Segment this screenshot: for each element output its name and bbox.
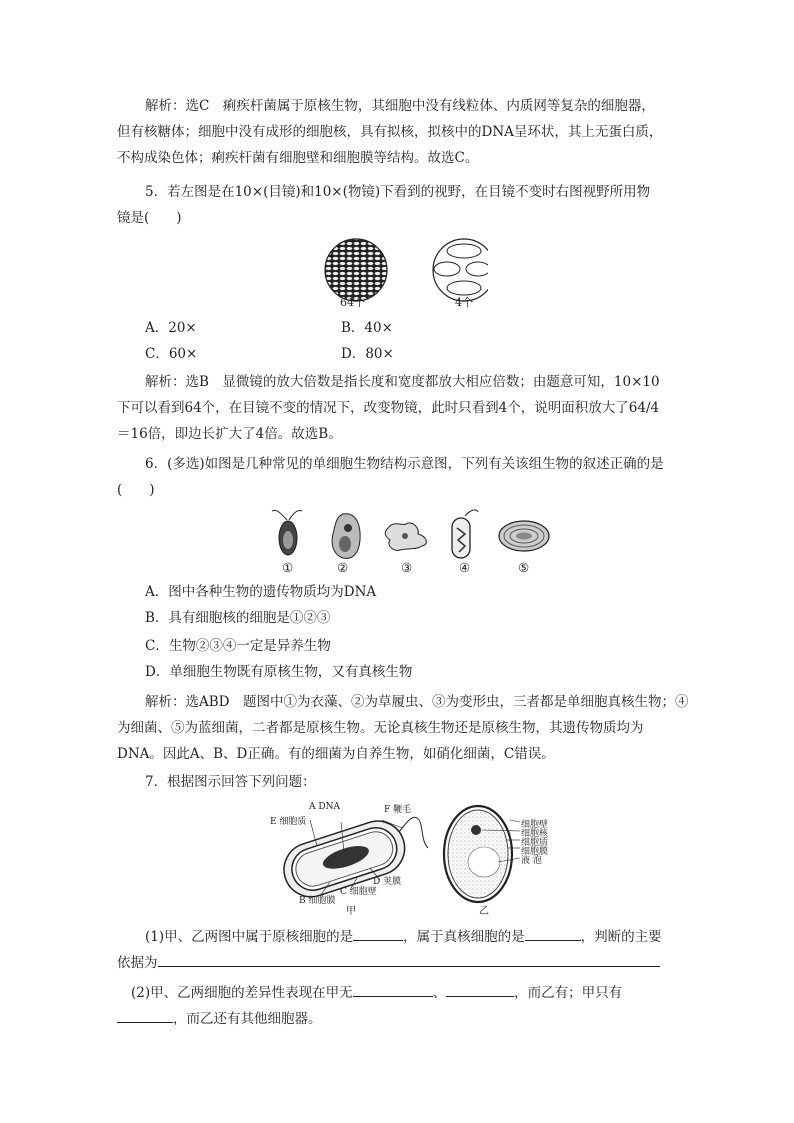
q7-part1-line2 [117,952,660,973]
q6-explanation-line2: 为细菌、⑤为蓝细菌，二者都是原核生物。无论真核生物还是原核生物，其遗传物质均为 [117,720,644,736]
q6-option-b: B．具有细胞核的细胞是①②③ [145,610,331,626]
q6-option-a: A．图中各种生物的遗传物质均为DNA [145,584,377,600]
bacterium-drawing [452,510,478,558]
q7-part1-text-a: (1)甲、乙两图中属于原核细胞的是 [145,929,354,945]
label-nucleus: 细胞核 [521,829,549,839]
q5-option-d: D．80× [341,346,394,362]
field-right-label: 4个 [455,296,473,309]
paramecium-drawing [332,514,360,559]
q6-stem-line1: 6．(多选)如图是几种常见的单细胞生物结构示意图，下列有关该组生物的叙述正确的是 [145,456,664,472]
amoeba-drawing [385,523,426,550]
label-cytoplasm: 细胞质 [521,838,549,848]
label-cell-membrane: 细胞膜 [521,847,549,857]
label-cell-wall: 细胞壁 [521,820,549,830]
lacks-answer-blank-2[interactable] [446,982,514,997]
q6-stem-line2: ( ) [117,482,155,498]
field-64-cells [325,239,387,301]
q6-option-d: D．单细胞生物既有原核生物，又有真核生物 [145,664,413,680]
figure-yi-caption: 乙 [479,906,489,917]
q7-part2-text-c: ，而乙有；甲只有 [514,985,623,1001]
chlamydomonas-drawing [272,510,302,555]
q7-part2-text-a: (2)甲、乙两细胞的差异性表现在甲无 [131,985,353,1001]
only-has-answer-blank[interactable] [117,1008,173,1023]
q6-figure [268,506,558,568]
plant-nucleus [471,825,481,835]
label-d-capsule: D 荚膜 [373,877,402,887]
organism-label-2: ② [337,560,349,575]
plant-vacuole [468,847,500,877]
q7-part1-line1 [145,926,662,947]
q7-part2-text-d: ，而乙还有其他细胞器。 [173,1011,322,1027]
label-a-dna: A DNA [309,802,340,812]
q5-explanation-line3: ＝16倍，即边长扩大了4倍。故选B。 [117,426,342,442]
field-left-label: 64个 [340,296,365,309]
q7-part2-text-b: 、 [432,985,447,1001]
label-c-cell-wall: C 细胞壁 [340,887,377,897]
label-f-flagellum: F 鞭毛 [384,805,412,815]
q5-explanation-line1: 解析：选B 显微镜的放大倍数是指长度和宽度都放大相应倍数；由题意可知，10×10 [145,374,660,390]
basis-answer-blank[interactable] [158,952,660,967]
organism-label-3: ③ [401,560,413,575]
q7-part1-text-b: ，属于真核细胞的是 [403,929,525,945]
prokaryote-answer-blank[interactable] [353,926,403,941]
q6-explanation-line1: 解析：选ABD 题图中①为衣藻、②为草履虫、③为变形虫，三者都是单细胞真核生物；④ [145,694,689,710]
eukaryote-cell-svg [440,800,520,908]
q5-option-a: A．20× [145,320,197,336]
organism-label-1: ① [282,560,294,575]
cyanobacterium-drawing [499,521,549,551]
q7-stem: 7．根据图示回答下列问题： [145,774,316,790]
q7-part2-line2 [117,1008,322,1029]
q7-part2-line1 [131,982,622,1003]
q7-figure-yi [440,800,520,912]
label-e-cytoplasm: E 细胞质 [270,817,307,827]
q4-explanation-line3: 不构成染色体；痢疾杆菌有细胞壁和细胞膜等结构。故选C。 [117,150,479,166]
q5-option-c: C．60× [145,346,198,362]
unicellular-organisms-svg [268,506,558,564]
q7-part1-text-d: 依据为 [117,955,158,971]
q5-option-b: B．40× [341,320,393,336]
q5-explanation-line2: 下可以看到64个，在目镜不变的情况下，改变物镜，此时只看到4个，说明面积放大了64/4 [117,400,660,416]
q6-explanation-line3: DNA。因此A、B、D正确。有的细菌为自养生物，如硝化细菌，C错误。 [117,746,555,762]
organism-label-5: ⑤ [518,560,530,575]
q5-stem-line1: 5．若左图是在10×(目镜)和10×(物镜)下看到的视野，在目镜不变时右图视野所用物 [145,184,651,200]
q6-option-c: C．生物②③④一定是异养生物 [145,638,331,654]
q7-part1-text-c: ，判断的主要 [580,929,662,945]
lacks-answer-blank-1[interactable] [353,982,433,997]
q5-stem-line2: 镜是( ) [117,210,182,226]
eukaryote-answer-blank[interactable] [525,926,581,941]
organism-label-4: ④ [459,560,471,575]
figure-jia-caption: 甲 [346,906,356,917]
label-vacuole: 液 泡 [521,856,542,866]
label-b-cell-membrane: B 细胞膜 [299,896,336,906]
q4-explanation-line1: 解析：选C 痢疾杆菌属于原核生物，其细胞中没有线粒体、内质网等复杂的细胞器， [145,98,655,114]
q4-explanation-line2: 但有核糖体；细胞中没有成形的细胞核，具有拟核，拟核中的DNA呈环状，其上无蛋白质， [117,124,663,140]
